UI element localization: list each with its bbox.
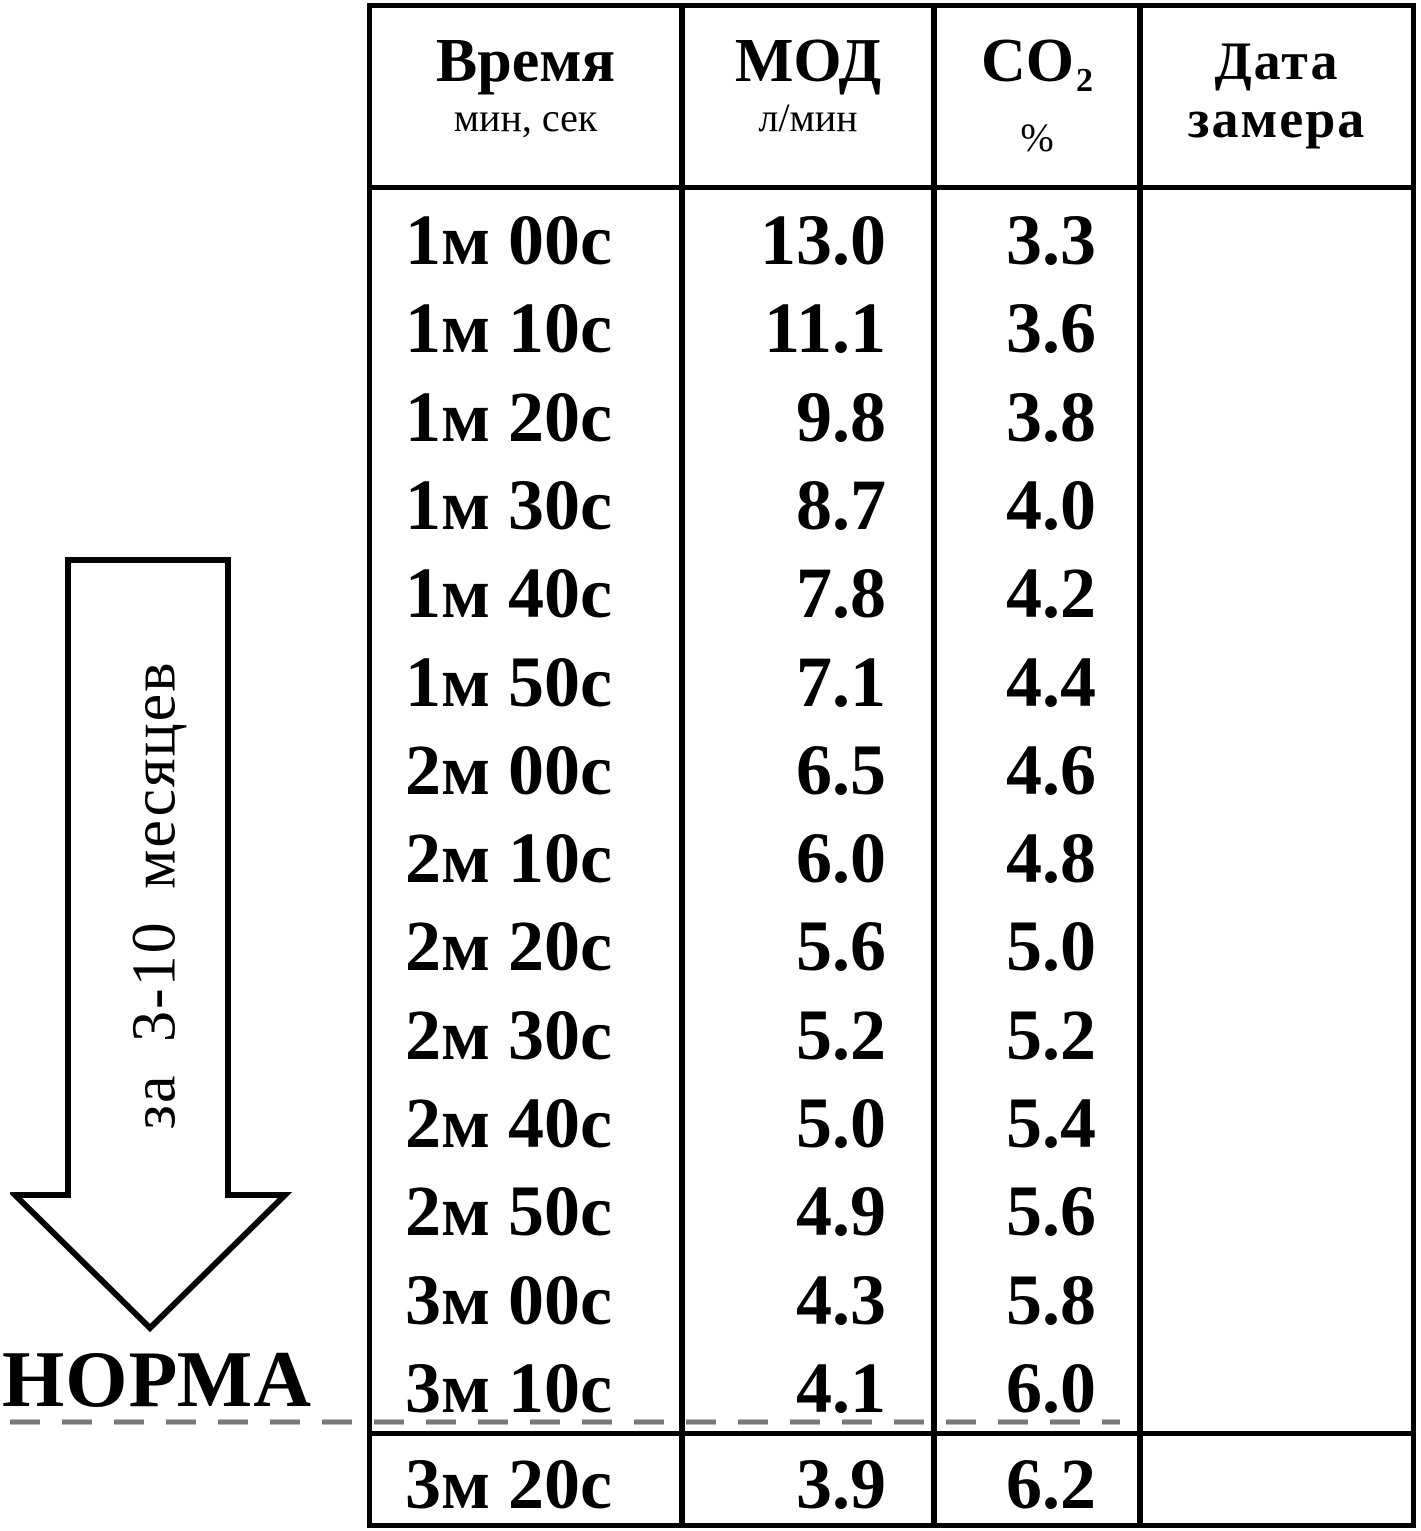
header-co2-subscript: 2: [1076, 62, 1093, 99]
row-mod-cell: 5.0: [796, 1083, 886, 1163]
header-time: [372, 27, 679, 140]
row-co2-cell: 4.2: [1006, 553, 1096, 633]
row-co2-cell: 5.4: [1006, 1083, 1096, 1163]
row-time-cell: 3м 10с: [405, 1348, 612, 1428]
row-time-cell: 3м 00с: [405, 1260, 612, 1340]
header-divider: [367, 185, 1416, 190]
row-co2-cell: 4.6: [1006, 730, 1096, 810]
row-mod-cell: 4.1: [796, 1348, 886, 1428]
row-co2-cell: 4.0: [1006, 465, 1096, 545]
row-co2-cell: 5.6: [1006, 1171, 1096, 1251]
norma-dashed-line: [10, 1418, 1125, 1426]
header-co2: [937, 27, 1137, 160]
row-mod-cell: 3.9: [796, 1444, 886, 1524]
column-divider-mod-co2: [931, 3, 937, 1528]
column-divider-time-mod: [679, 3, 685, 1528]
row-co2-cell: 5.0: [1006, 906, 1096, 986]
row-time-cell: 2м 50с: [405, 1171, 612, 1251]
header-co2-formula: CO: [981, 27, 1074, 95]
row-time-cell: 1м 20с: [405, 377, 612, 457]
row-co2-cell: 5.2: [1006, 995, 1096, 1075]
header-mod: [685, 27, 931, 140]
column-divider-co2-date: [1137, 3, 1143, 1528]
header-date: [1143, 32, 1411, 148]
header-time-unit: мин, сек: [453, 95, 598, 140]
row-co2-cell: 4.8: [1006, 818, 1096, 898]
row-co2-cell: 3.3: [1006, 200, 1096, 280]
row-mod-cell: 11.1: [763, 288, 886, 368]
row-time-cell: 2м 30с: [405, 995, 612, 1075]
header-co2-unit: %: [1020, 115, 1054, 160]
row-mod-cell: 9.8: [796, 377, 886, 457]
norma-label: НОРМА: [2, 1336, 313, 1424]
row-mod-cell: 5.2: [796, 995, 886, 1075]
row-time-cell: 3м 20с: [405, 1444, 612, 1524]
row-co2-cell: 5.8: [1006, 1260, 1096, 1340]
row-time-cell: 2м 10с: [405, 818, 612, 898]
row-mod-cell: 5.6: [796, 906, 886, 986]
arrow-period-label: за 3-10 месяцев: [120, 660, 189, 1130]
row-co2-cell: 6.0: [1006, 1348, 1096, 1428]
row-mod-cell: 8.7: [796, 465, 886, 545]
row-time-cell: 2м 40с: [405, 1083, 612, 1163]
row-mod-cell: 4.3: [796, 1260, 886, 1340]
row-mod-cell: 4.9: [796, 1171, 886, 1251]
row-time-cell: 1м 30с: [405, 465, 612, 545]
row-co2-cell: 6.2: [1006, 1444, 1096, 1524]
header-co2-title: [937, 27, 1137, 112]
row-co2-cell: 4.4: [1006, 642, 1096, 722]
row-mod-cell: 7.8: [796, 553, 886, 633]
row-time-cell: 2м 00с: [405, 730, 612, 810]
row-co2-cell: 3.6: [1006, 288, 1096, 368]
header-mod-unit: л/мин: [758, 95, 858, 140]
header-date-line1: Дата: [1214, 31, 1340, 91]
header-time-title: Время: [435, 27, 616, 95]
row-time-cell: 2м 20с: [405, 906, 612, 986]
header-mod-title: МОД: [734, 27, 882, 95]
row-mod-cell: 13.0: [760, 200, 886, 280]
row-time-cell: 1м 00с: [405, 200, 612, 280]
row-mod-cell: 7.1: [796, 642, 886, 722]
row-co2-cell: 3.8: [1006, 377, 1096, 457]
row-time-cell: 1м 50с: [405, 642, 612, 722]
header-date-line2: замера: [1187, 89, 1367, 149]
row-mod-cell: 6.5: [796, 730, 886, 810]
row-time-cell: 1м 10с: [405, 288, 612, 368]
row-time-cell: 1м 40с: [405, 553, 612, 633]
row-mod-cell: 6.0: [796, 818, 886, 898]
